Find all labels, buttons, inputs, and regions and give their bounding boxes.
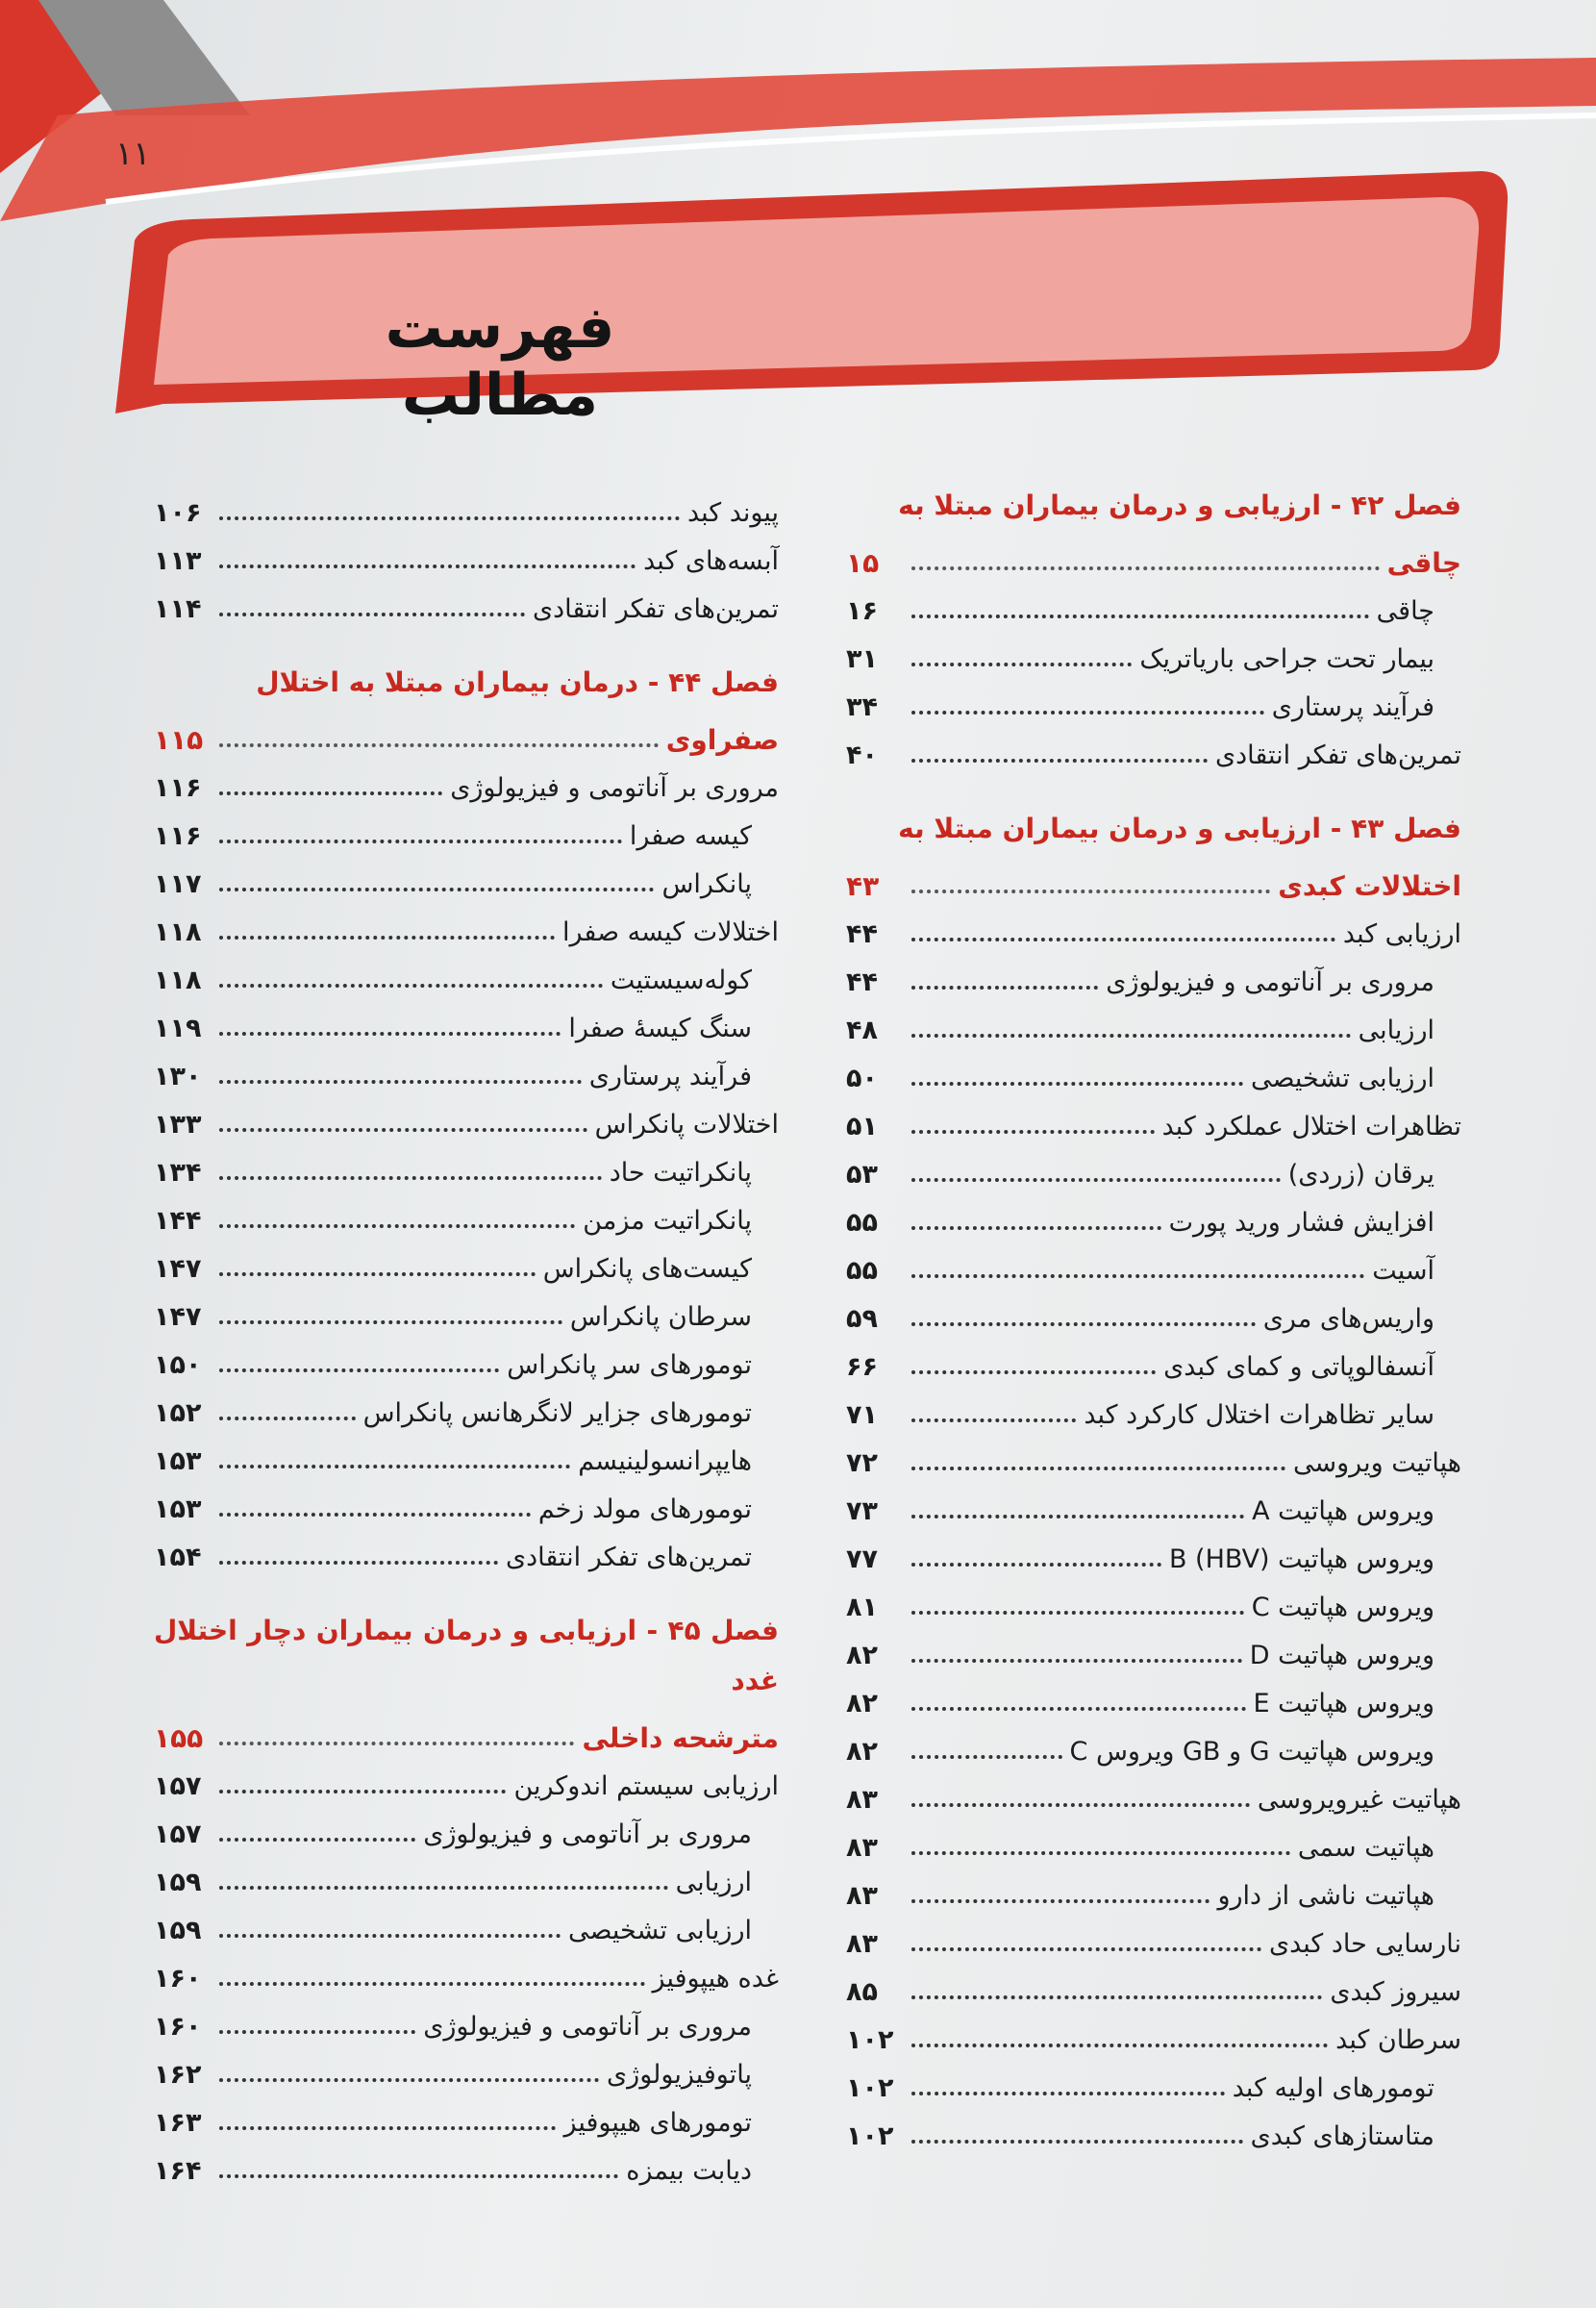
toc-entry-title: ویروس هپاتیت B (HBV) — [1168, 1543, 1434, 1574]
chapter-page-number: ۴۳ — [846, 870, 880, 902]
toc-entry[interactable] — [846, 1094, 1461, 1142]
toc-entry-page-number: ۵۵ — [846, 1255, 878, 1286]
toc-entry-title: مروری بر آناتومی و فیزیولوژی — [423, 2011, 752, 2042]
leader-dots — [219, 2078, 599, 2082]
toc-entry[interactable] — [154, 996, 779, 1044]
toc-entry[interactable] — [154, 1141, 779, 1189]
leader-dots — [911, 615, 1369, 618]
toc-entry-title: یرقان (زردی) — [1287, 1159, 1434, 1190]
toc-entry[interactable] — [154, 1754, 779, 1802]
toc-entry-page-number: ۱۵۷ — [154, 1770, 202, 1801]
leader-dots — [219, 1368, 499, 1372]
chapter-title-cont: اختلالات کبدی — [1278, 870, 1461, 902]
toc-entry-title: هایپرانسولینیسم — [578, 1445, 752, 1476]
toc-entry[interactable] — [154, 2139, 779, 2187]
toc-entry-title: دیابت بیمزه — [626, 2155, 752, 2186]
toc-entry-title: فرآیند پرستاری — [588, 1061, 752, 1091]
chapter-title-line[interactable] — [154, 1706, 779, 1754]
toc-entry-title: تمرین‌های تفکر انتقادی — [532, 593, 779, 624]
toc-entry-title: اختلالات پانکراس — [594, 1109, 779, 1140]
toc-entry-page-number: ۸۳ — [846, 1928, 878, 1959]
chapter-43 — [846, 804, 1461, 2152]
leader-dots — [219, 1561, 498, 1565]
leader-dots — [911, 1659, 1242, 1663]
toc-entry[interactable] — [846, 1719, 1461, 1768]
toc-entry[interactable] — [154, 1946, 779, 1994]
leader-dots — [219, 1790, 506, 1794]
toc-entry-page-number: ۱۱۶ — [154, 772, 202, 803]
toc-column-right — [846, 481, 1461, 2152]
chapter-title[interactable]: فصل ۴۴ - درمان بیماران مبتلا به اختلال — [256, 666, 779, 698]
leader-dots — [219, 2174, 618, 2178]
chapter-title-line[interactable] — [846, 531, 1461, 579]
chapter-entries — [154, 1754, 779, 2187]
toc-entry-title: ارزیابی — [1358, 1015, 1434, 1045]
toc-entry-page-number: ۱۶ — [846, 595, 878, 626]
toc-entry-title: سیروز کبدی — [1330, 1976, 1461, 2007]
leader-dots — [911, 1515, 1244, 1518]
toc-entry-title: پانکراس — [661, 868, 752, 899]
toc-entry[interactable] — [846, 1671, 1461, 1719]
toc-entry-title: چاقی — [1376, 595, 1434, 626]
continued-entries — [154, 481, 779, 625]
toc-entry-page-number: ۳۱ — [846, 643, 878, 674]
toc-entry-title: تومورهای سر پانکراس — [507, 1349, 752, 1380]
toc-entry[interactable] — [154, 1429, 779, 1477]
toc-entry-title: فرآیند پرستاری — [1271, 691, 1434, 722]
toc-entry-title: آبسه‌های کبد — [643, 545, 779, 576]
toc-entry-page-number: ۷۲ — [846, 1447, 878, 1478]
leader-dots — [911, 890, 1270, 893]
toc-column-left — [154, 481, 779, 2187]
leader-dots — [219, 888, 654, 891]
toc-entry-page-number: ۷۷ — [846, 1543, 878, 1574]
toc-entry-page-number: ۱۵۲ — [154, 1397, 202, 1428]
leader-dots — [219, 613, 525, 616]
toc-entry-title: ویروس هپاتیت D — [1249, 1640, 1434, 1670]
toc-entry-page-number: ۱۵۳ — [154, 1493, 202, 1524]
toc-entry-title: پانکراتیت حاد — [609, 1157, 752, 1188]
toc-entry[interactable] — [846, 1287, 1461, 1335]
toc-entry-page-number: ۱۰۶ — [154, 497, 202, 528]
toc-entry-page-number: ۸۳ — [846, 1880, 878, 1911]
toc-entry[interactable] — [846, 1239, 1461, 1287]
leader-dots — [219, 791, 442, 795]
toc-entry-title: تمرین‌های تفکر انتقادی — [1214, 740, 1461, 770]
toc-entry-page-number: ۱۳۳ — [154, 1109, 202, 1140]
leader-dots — [219, 1272, 536, 1276]
toc-entry[interactable] — [154, 577, 779, 625]
toc-entry[interactable] — [846, 1623, 1461, 1671]
toc-entry-page-number: ۱۵۴ — [154, 1542, 202, 1572]
toc-entry[interactable] — [154, 1898, 779, 1946]
leader-dots — [911, 1947, 1261, 1951]
toc-entry[interactable] — [846, 1383, 1461, 1431]
chapter-44 — [154, 658, 779, 1573]
leader-dots — [219, 936, 555, 940]
toc-entry-title: سنگ کیسهٔ صفرا — [568, 1013, 752, 1043]
toc-entry-page-number: ۴۴ — [846, 918, 878, 949]
toc-entry[interactable] — [154, 756, 779, 804]
chapter-page-number: ۱۵ — [846, 547, 880, 579]
page-title: فهرست مطالب — [385, 294, 615, 429]
leader-dots — [219, 1513, 531, 1517]
chapter-page-number: ۱۱۵ — [154, 724, 204, 756]
toc-entry-page-number: ۱۶۳ — [154, 2107, 202, 2138]
toc-entry[interactable] — [846, 1960, 1461, 2008]
toc-entry[interactable] — [846, 723, 1461, 771]
leader-dots — [911, 1467, 1285, 1470]
toc-entry-title: مروری بر آناتومی و فیزیولوژی — [450, 772, 779, 803]
toc-entry-title: ارزیابی تشخیصی — [567, 1915, 752, 1945]
toc-entry-title: نارسایی حاد کبدی — [1268, 1928, 1461, 1959]
toc-entry-page-number: ۳۴ — [846, 691, 878, 722]
toc-entry-title: سایر تظاهرات اختلال کارکرد کبد — [1084, 1399, 1434, 1430]
toc-entry-title: ارزیابی — [675, 1867, 752, 1897]
leader-dots — [911, 1995, 1322, 1999]
toc-entry-page-number: ۵۵ — [846, 1207, 878, 1238]
leader-dots — [219, 1176, 602, 1180]
toc-entry-title: تومورهای هیپوفیز — [563, 2107, 752, 2138]
toc-entry-page-number: ۱۱۳ — [154, 545, 202, 576]
toc-entry[interactable] — [154, 1994, 779, 2043]
toc-entry[interactable] — [154, 1044, 779, 1092]
leader-dots — [911, 1274, 1364, 1278]
toc-entry-title: تومورهای جزایر لانگرهانس پانکراس — [362, 1397, 752, 1428]
toc-entry[interactable] — [846, 1431, 1461, 1479]
toc-entry-title: تومورهای اولیه کبد — [1232, 2072, 1434, 2103]
leader-dots — [911, 1707, 1246, 1711]
toc-entry-page-number: ۱۱۹ — [154, 1013, 202, 1043]
toc-entry-title: ویروس هپاتیت C — [1251, 1592, 1434, 1622]
toc-entry-title: هپاتیت ناشی از دارو — [1217, 1880, 1434, 1911]
toc-entry-title: تومورهای مولد زخم — [537, 1493, 752, 1524]
toc-entry-page-number: ۸۱ — [846, 1592, 878, 1622]
leader-dots — [219, 1742, 574, 1745]
toc-entry[interactable] — [846, 2056, 1461, 2104]
toc-entry-title: غده هیپوفیز — [652, 1963, 779, 1994]
toc-entry-page-number: ۵۱ — [846, 1111, 878, 1141]
toc-entry-page-number: ۱۳۰ — [154, 1061, 202, 1091]
chapter-title[interactable]: فصل ۴۵ - ارزیابی و درمان بیماران دچار اختلال غدد — [154, 1615, 779, 1696]
toc-entry-page-number: ۱۵۷ — [154, 1819, 202, 1849]
toc-entry-title: اختلالات کیسه صفرا — [562, 916, 779, 947]
toc-entry-title: سرطان پانکراس — [569, 1301, 752, 1332]
leader-dots — [219, 1320, 562, 1324]
toc-entry-page-number: ۱۶۰ — [154, 2011, 202, 2042]
toc-entry[interactable] — [154, 1189, 779, 1237]
leader-dots — [219, 743, 659, 747]
toc-entry[interactable] — [846, 1816, 1461, 1864]
toc-entry-title: افزایش فشار ورید پورت — [1168, 1207, 1434, 1238]
leader-dots — [911, 1851, 1290, 1855]
toc-entry[interactable] — [846, 1768, 1461, 1816]
toc-entry-page-number: ۱۴۷ — [154, 1301, 202, 1332]
chapter-page-number: ۱۵۵ — [154, 1722, 204, 1754]
toc-entry[interactable] — [154, 1477, 779, 1525]
leader-dots — [911, 1899, 1209, 1903]
toc-entry[interactable] — [154, 1381, 779, 1429]
leader-dots — [911, 1082, 1243, 1086]
toc-entry-page-number: ۱۱۷ — [154, 868, 202, 899]
leader-dots — [219, 1032, 561, 1036]
leader-dots — [911, 1226, 1161, 1230]
toc-entry-page-number: ۵۰ — [846, 1063, 878, 1093]
toc-entry[interactable] — [846, 579, 1461, 627]
chapter-title[interactable]: فصل ۴۳ - ارزیابی و درمان بیماران مبتلا به — [898, 813, 1461, 844]
toc-entry-title: سرطان کبد — [1335, 2024, 1461, 2055]
chapter-45 — [154, 1606, 779, 2187]
toc-entry[interactable] — [154, 1285, 779, 1333]
leader-dots — [911, 1611, 1244, 1615]
toc-entry-title: مروری بر آناتومی و فیزیولوژی — [423, 1819, 752, 1849]
leader-dots — [219, 2126, 556, 2130]
toc-entry[interactable] — [846, 1912, 1461, 1960]
toc-entry-page-number: ۵۳ — [846, 1159, 878, 1190]
toc-entry[interactable] — [154, 1525, 779, 1573]
chapter-entries — [154, 756, 779, 1573]
leader-dots — [911, 2092, 1225, 2095]
toc-entry-title: ویروس هپاتیت E — [1253, 1688, 1434, 1718]
toc-entry-title: آسیت — [1372, 1255, 1434, 1286]
toc-entry-page-number: ۷۱ — [846, 1399, 878, 1430]
toc-entry-page-number: ۷۳ — [846, 1495, 878, 1526]
leader-dots — [911, 1178, 1281, 1182]
toc-entry[interactable] — [154, 1333, 779, 1381]
toc-entry-title: آنسفالوپاتی و کمای کبدی — [1163, 1351, 1434, 1382]
leader-dots — [219, 1080, 582, 1084]
toc-entry-title: پانکراتیت مزمن — [583, 1205, 752, 1236]
leader-dots — [911, 1563, 1161, 1567]
page-number: ۱۱ — [115, 135, 151, 173]
leader-dots — [219, 984, 603, 988]
toc-entry-page-number: ۱۶۴ — [154, 2155, 202, 2186]
toc-entry[interactable] — [846, 1479, 1461, 1527]
leader-dots — [219, 1982, 645, 1986]
leader-dots — [911, 1034, 1351, 1038]
toc-entry[interactable] — [154, 1850, 779, 1898]
leader-dots — [219, 1886, 668, 1890]
chapter-title[interactable]: فصل ۴۲ - ارزیابی و درمان بیماران مبتلا به — [898, 489, 1461, 521]
chapter-title-cont: چاقی — [1386, 547, 1461, 579]
toc-entry[interactable] — [154, 804, 779, 852]
toc-entry[interactable] — [154, 900, 779, 948]
toc-entry-title: مروری بر آناتومی و فیزیولوژی — [1106, 966, 1434, 997]
leader-dots — [219, 1224, 575, 1228]
toc-entry[interactable] — [846, 1527, 1461, 1575]
toc-entry-title: واریس‌های مری — [1262, 1303, 1434, 1334]
leader-dots — [219, 1838, 415, 1842]
toc-entry-title: ارزیابی تشخیصی — [1250, 1063, 1434, 1093]
leader-dots — [911, 1322, 1256, 1326]
toc-entry-page-number: ۴۴ — [846, 966, 878, 997]
toc-entry-page-number: ۱۰۲ — [846, 2072, 894, 2103]
toc-entry-page-number: ۱۵۹ — [154, 1867, 202, 1897]
toc-entry[interactable] — [154, 1092, 779, 1141]
toc-entry[interactable] — [846, 2008, 1461, 2056]
toc-entry-page-number: ۶۶ — [846, 1351, 878, 1382]
leader-dots — [911, 986, 1098, 990]
toc-entry-title: بیمار تحت جراحی باریاتریک — [1139, 643, 1434, 674]
toc-entry-title: هپاتیت سمی — [1297, 1832, 1434, 1863]
toc-entry-page-number: ۸۳ — [846, 1784, 878, 1815]
toc-entry[interactable] — [846, 1191, 1461, 1239]
leader-dots — [219, 516, 680, 520]
leader-dots — [911, 1130, 1155, 1134]
leader-dots — [219, 840, 622, 843]
toc-entry-page-number: ۸۲ — [846, 1640, 878, 1670]
toc-entry-title: کوله‌سیستیت — [610, 965, 752, 995]
leader-dots — [219, 1417, 356, 1420]
toc-entry-title: متاستازهای کبدی — [1250, 2120, 1434, 2151]
toc-entry[interactable] — [846, 627, 1461, 675]
toc-entry-page-number: ۱۳۴ — [154, 1157, 202, 1188]
chapter-entries — [846, 902, 1461, 2152]
toc-entry[interactable] — [154, 948, 779, 996]
toc-entry-page-number: ۱۱۶ — [154, 820, 202, 851]
toc-entry[interactable] — [846, 902, 1461, 950]
toc-entry[interactable] — [846, 1864, 1461, 1912]
toc-entry-title: پاتوفیزیولوژی — [607, 2059, 752, 2090]
toc-entry[interactable] — [846, 1335, 1461, 1383]
toc-entry[interactable] — [846, 998, 1461, 1046]
chapter-title-line[interactable] — [846, 854, 1461, 902]
header-decoration — [0, 0, 1596, 423]
toc-entry[interactable] — [154, 852, 779, 900]
leader-dots — [911, 2140, 1243, 2144]
leader-dots — [911, 759, 1208, 763]
leader-dots — [911, 938, 1335, 941]
toc-entry-page-number: ۸۲ — [846, 1736, 878, 1767]
toc-entry[interactable] — [154, 1802, 779, 1850]
toc-entry[interactable] — [154, 2043, 779, 2091]
chapter-title-cont: مترشحه داخلی — [582, 1722, 779, 1754]
toc-entry[interactable] — [154, 529, 779, 577]
toc-entry-title: تظاهرات اختلال عملکرد کبد — [1161, 1111, 1461, 1141]
leader-dots — [911, 566, 1380, 570]
toc-entry-page-number: ۱۵۰ — [154, 1349, 202, 1380]
toc-entry-page-number: ۱۵۳ — [154, 1445, 202, 1476]
toc-entry-page-number: ۴۸ — [846, 1015, 878, 1045]
leader-dots — [911, 1803, 1250, 1807]
toc-entry[interactable] — [154, 481, 779, 529]
toc-entry-title: کیست‌های پانکراس — [542, 1253, 752, 1284]
toc-entry-title: هپاتیت غیرویروسی — [1257, 1784, 1461, 1815]
leader-dots — [911, 663, 1132, 666]
toc-entry-title: پیوند کبد — [686, 497, 779, 528]
chapter-entries — [846, 579, 1461, 771]
toc-entry-page-number: ۱۵۹ — [154, 1915, 202, 1945]
leader-dots — [219, 564, 636, 568]
leader-dots — [911, 1418, 1076, 1422]
toc-entry-title: ارزیابی سیستم اندوکرین — [513, 1770, 779, 1801]
chapter-title-cont: صفراوی — [665, 724, 779, 756]
toc-entry-title: ویروس هپاتیت G و GB ویروس C — [1069, 1736, 1434, 1767]
toc-entry-page-number: ۱۴۷ — [154, 1253, 202, 1284]
chapter-42 — [846, 481, 1461, 771]
leader-dots — [911, 1755, 1062, 1759]
leader-dots — [219, 2030, 415, 2034]
toc-entry[interactable] — [846, 950, 1461, 998]
toc-entry-title: ارزیابی کبد — [1342, 918, 1461, 949]
toc-entry-page-number: ۱۶۰ — [154, 1963, 202, 1994]
toc-entry-page-number: ۱۱۸ — [154, 965, 202, 995]
leader-dots — [219, 1465, 570, 1468]
toc-entry[interactable] — [846, 1046, 1461, 1094]
toc-entry-page-number: ۱۱۴ — [154, 593, 202, 624]
toc-entry-page-number: ۱۱۸ — [154, 916, 202, 947]
leader-dots — [219, 1934, 561, 1938]
toc-entry-title: هپاتیت ویروسی — [1293, 1447, 1461, 1478]
toc-entry[interactable] — [846, 1142, 1461, 1191]
toc-entry-title: ویروس هپاتیت A — [1252, 1495, 1434, 1526]
leader-dots — [911, 711, 1264, 715]
toc-entry[interactable] — [846, 1575, 1461, 1623]
toc-entry[interactable] — [154, 1237, 779, 1285]
toc-entry[interactable] — [846, 2104, 1461, 2152]
toc-entry-page-number: ۱۰۲ — [846, 2120, 894, 2151]
toc-entry[interactable] — [154, 2091, 779, 2139]
leader-dots — [911, 1370, 1156, 1374]
toc-entry-page-number: ۸۵ — [846, 1976, 878, 2007]
leader-dots — [219, 1128, 587, 1132]
toc-entry[interactable] — [846, 675, 1461, 723]
toc-entry-title: تمرین‌های تفکر انتقادی — [505, 1542, 752, 1572]
leader-dots — [911, 2044, 1328, 2047]
toc-entry-page-number: ۵۹ — [846, 1303, 878, 1334]
toc-entry-title: کیسه صفرا — [629, 820, 752, 851]
toc-entry-page-number: ۴۰ — [846, 740, 878, 770]
toc-entry-page-number: ۸۲ — [846, 1688, 878, 1718]
toc-entry-page-number: ۱۰۲ — [846, 2024, 894, 2055]
toc-entry-page-number: ۸۳ — [846, 1832, 878, 1863]
toc-entry-page-number: ۱۶۲ — [154, 2059, 202, 2090]
toc-entry-page-number: ۱۴۴ — [154, 1205, 202, 1236]
chapter-title-line[interactable] — [154, 708, 779, 756]
